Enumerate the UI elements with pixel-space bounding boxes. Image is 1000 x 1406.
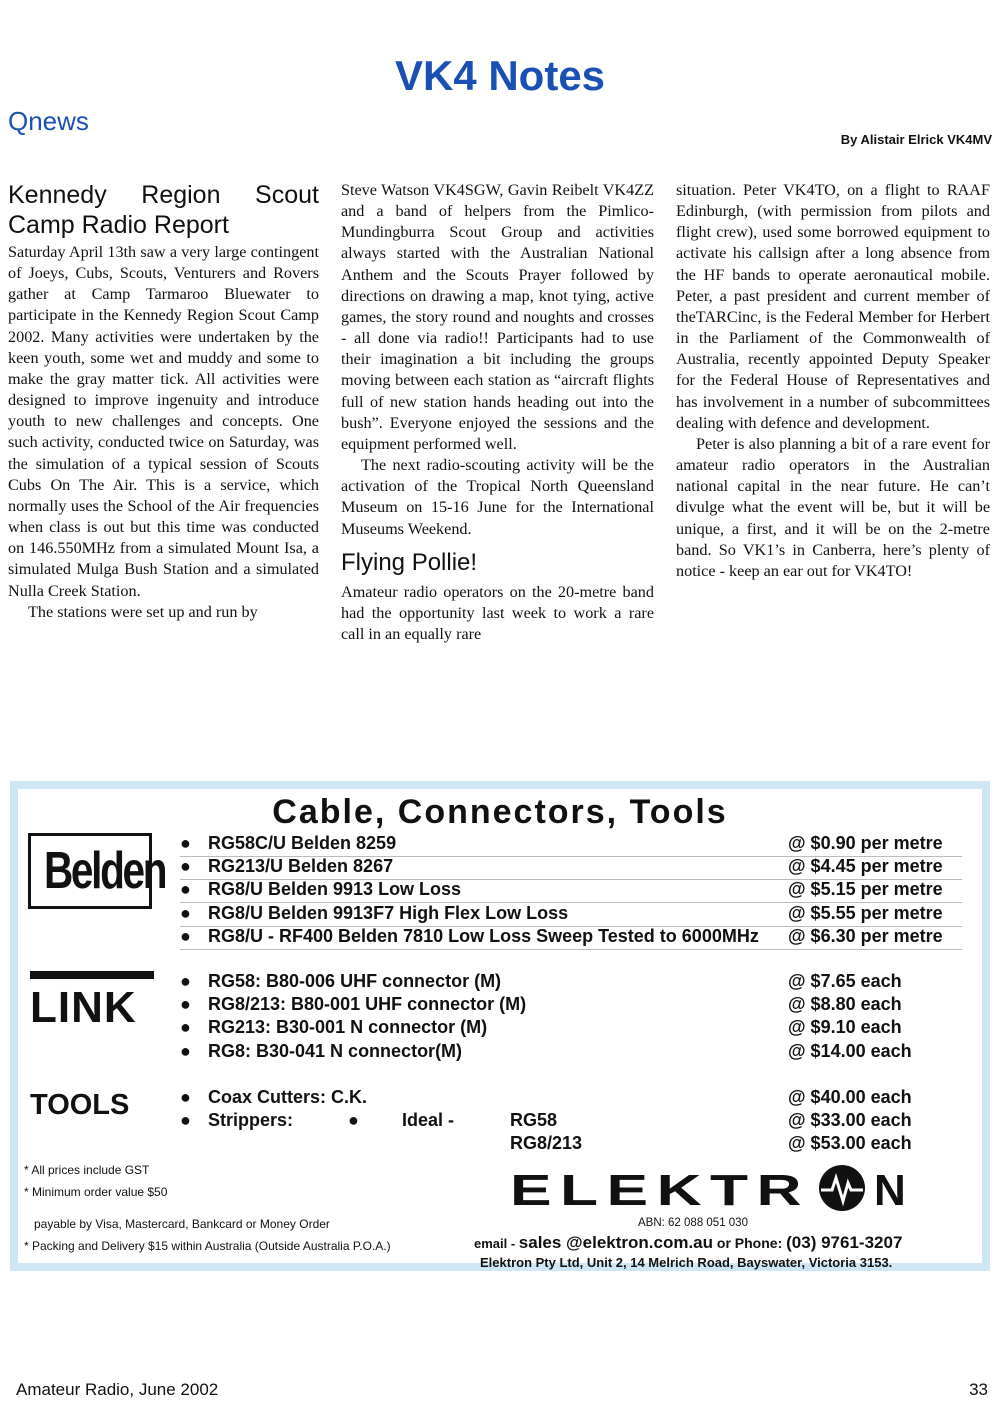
stripper-cable: RG58	[510, 1110, 558, 1130]
price-row	[180, 856, 962, 880]
bullet-icon: ●	[348, 1110, 359, 1130]
footer-publication: Amateur Radio, June 2002	[16, 1380, 219, 1399]
bullet-icon: ●	[180, 833, 191, 853]
product-price: @ $7.65 each	[788, 971, 902, 991]
product-name: Coax Cutters: C.K.	[208, 1087, 368, 1107]
bullet-icon: ●	[180, 902, 191, 923]
article-paragraph: Steve Watson VK4SGW, Gavin Reibelt VK4ZZ and a band of helpers from the Pimlico-Mundingburra Scout Group and activities always started with the Australian National Anthem and the Scouts Prayer followed by directions on drawing a map, knot tying, active games, the story round and noughts and crosses - all done via radio!! Participants had to use their imagination a bit including the groups moving between each station as “aircraft flights full of new station hands heading out into the bush”. Everyone enjoyed the sessions and the equipment performed well.	[341, 181, 654, 453]
phone-label: or Phone:	[713, 1235, 787, 1251]
email-address[interactable]: sales @elektron.com.au	[518, 1233, 714, 1252]
price-row	[180, 903, 962, 927]
note-gst: * All prices include GST	[24, 1163, 150, 1177]
email-label: email -	[474, 1236, 519, 1251]
article-paragraph-continued	[8, 602, 319, 623]
note-delivery: * Packing and Delivery $15 within Australia (Outside Australia P.O.A.)	[24, 1239, 391, 1253]
article-column-3	[676, 180, 990, 582]
article-paragraph: Amateur radio operators on the 20-metre band had the opportunity last week to work a rare call in an equally rare	[341, 582, 654, 643]
product-name: RG8/U - RF400 Belden 7810 Low Loss Sweep Tested to 6000MHz	[208, 925, 759, 946]
advertisement	[10, 781, 990, 1271]
product-price: @ $4.45 per metre	[788, 856, 943, 877]
bullet-icon: ●	[180, 971, 191, 991]
bullet-icon: ●	[180, 925, 191, 946]
article-paragraph: situation. Peter VK4TO, on a flight to RAAF Edinburgh, (with permission from pilots and flight crew), used some borrowed equipment to activate his callsign after a long absence from the HF bands to operate aeronautical mobile. Peter, a past president and current member of theTARCinc, is the Federal Member for Herbert in the Parliament of the Commonwealth of Australia, recently appointed Deputy Speaker for the Federal House of Representatives and has involvement in a number of subcommittees dealing with defence and development.	[676, 181, 990, 432]
product-price: @ $8.80 each	[788, 994, 902, 1015]
product-name: RG8/U Belden 9913F7 High Flex Low Loss	[208, 902, 569, 923]
elektron-logo	[510, 1163, 920, 1213]
article-headline: Flying Pollie!	[341, 548, 478, 576]
note-payment: payable by Visa, Mastercard, Bankcard or Money Order	[34, 1217, 330, 1231]
stripper-price: @ $53.00 each	[788, 1133, 912, 1153]
bullet-icon: ●	[180, 1087, 191, 1107]
article-paragraph: Peter is also planning a bit of a rare event for amateur radio operators in the Australian national capital in the near future. He can’t divulge what the event will be, but it will be unique, a first, and it will be on the 2-metre band. So VK1’s in Canberra, here’s plenty of notice - keep an ear out for VK4TO!	[676, 434, 990, 580]
contact-line	[474, 1233, 902, 1253]
price-row	[180, 1087, 962, 1110]
section-label: Qnews	[8, 106, 89, 136]
bullet-icon: ●	[180, 1017, 191, 1038]
price-row	[180, 994, 962, 1017]
price-row	[180, 926, 962, 950]
bullet-icon: ●	[180, 1040, 191, 1061]
footer-page-number: 33	[969, 1380, 988, 1399]
page-title: VK4 Notes	[394, 52, 606, 99]
product-price: @ $5.15 per metre	[788, 879, 943, 900]
article-paragraph: The next radio-scouting activity will be the activation of the Tropical North Queensland Museum on 15-16 June for the International Museums Weekend.	[341, 456, 654, 538]
link-logo-bar	[30, 971, 154, 979]
elektron-logo-o-mark	[819, 1165, 865, 1211]
link-logo	[30, 971, 154, 1031]
bullet-icon: ●	[180, 994, 191, 1015]
abn-number: ABN: 62 088 051 030	[638, 1217, 748, 1229]
elektron-logo-right: N	[874, 1166, 906, 1213]
product-name: RG8/U Belden 9913 Low Loss	[208, 879, 462, 900]
company-address: Elektron Pty Ltd, Unit 2, 14 Melrich Road, Bayswater, Victoria 3153.	[480, 1255, 893, 1270]
article-column-1	[8, 180, 319, 623]
strippers-row	[180, 1110, 962, 1133]
article-column-2	[341, 180, 654, 645]
product-name: RG8/213: B80-001 UHF connector (M)	[208, 994, 527, 1015]
strippers-row	[180, 1133, 962, 1156]
price-row	[180, 1041, 962, 1064]
link-logo-text: LINK	[30, 983, 137, 1032]
strippers-brand: Ideal -	[402, 1110, 455, 1130]
product-price: @ $6.30 per metre	[788, 925, 943, 946]
article-paragraph: Saturday April 13th saw a very large contingent of Joeys, Cubs, Scouts, Venturers and Rovers gather at Camp Tarmaroo Bluewater to participate in the Kennedy Region Scout Camp 2002. Many activities were undertaken by the keen youth, some wet and muddy and some to make the gray matter tick. All activities were designed to improve ingenuity and introduce youth to new challenges and concepts. One such activity, conducted twice on Saturday, was the simulation of a typical session of Scouts Cubs On The Air. This is a service, which normally uses the School of the Air frequencies when class is out but this time was conducted on 146.550MHz from a simulated Mount Isa, a simulated Mulga Bush Station and a simulated Nulla Creek Station.	[8, 243, 319, 600]
product-name: RG58C/U Belden 8259	[208, 833, 397, 853]
advertisement-panel	[18, 789, 982, 1270]
product-price: @ $0.90 per metre	[788, 833, 943, 853]
product-name: RG213/U Belden 8267	[208, 856, 394, 877]
article-headline: Kennedy Region Scout Camp Radio Report	[8, 181, 319, 239]
bullet-icon: ●	[180, 856, 191, 877]
stripper-price: @ $33.00 each	[788, 1110, 912, 1130]
product-price: @ $40.00 each	[788, 1087, 912, 1107]
strippers-label: Strippers:	[208, 1110, 294, 1130]
belden-logo	[28, 833, 166, 909]
price-row	[180, 1017, 962, 1040]
stripper-cable: RG8/213	[510, 1133, 583, 1153]
bullet-icon: ●	[180, 1110, 191, 1130]
ad-title: Cable, Connectors, Tools	[272, 793, 728, 831]
belden-logo-text: Belden	[43, 842, 166, 900]
price-row	[180, 971, 962, 994]
note-minimum: * Minimum order value $50	[24, 1185, 168, 1199]
product-price: @ $5.55 per metre	[788, 902, 943, 923]
price-row	[180, 833, 962, 857]
phone-number: (03) 9761-3207	[786, 1233, 903, 1252]
price-row	[180, 879, 962, 903]
product-name: RG58: B80-006 UHF connector (M)	[208, 971, 502, 991]
product-price: @ $14.00 each	[788, 1040, 912, 1061]
article-paragraph-text: The stations were set up and run by	[28, 602, 258, 621]
tools-label: TOOLS	[30, 1089, 130, 1121]
product-price: @ $9.10 each	[788, 1017, 902, 1038]
product-name: RG213: B30-001 N connector (M)	[208, 1017, 488, 1038]
byline: By Alistair Elrick VK4MV	[840, 132, 992, 147]
product-name: RG8: B30-041 N connector(M)	[208, 1040, 463, 1061]
bullet-icon: ●	[180, 879, 191, 900]
elektron-logo-left: ELEKTR	[510, 1166, 810, 1213]
